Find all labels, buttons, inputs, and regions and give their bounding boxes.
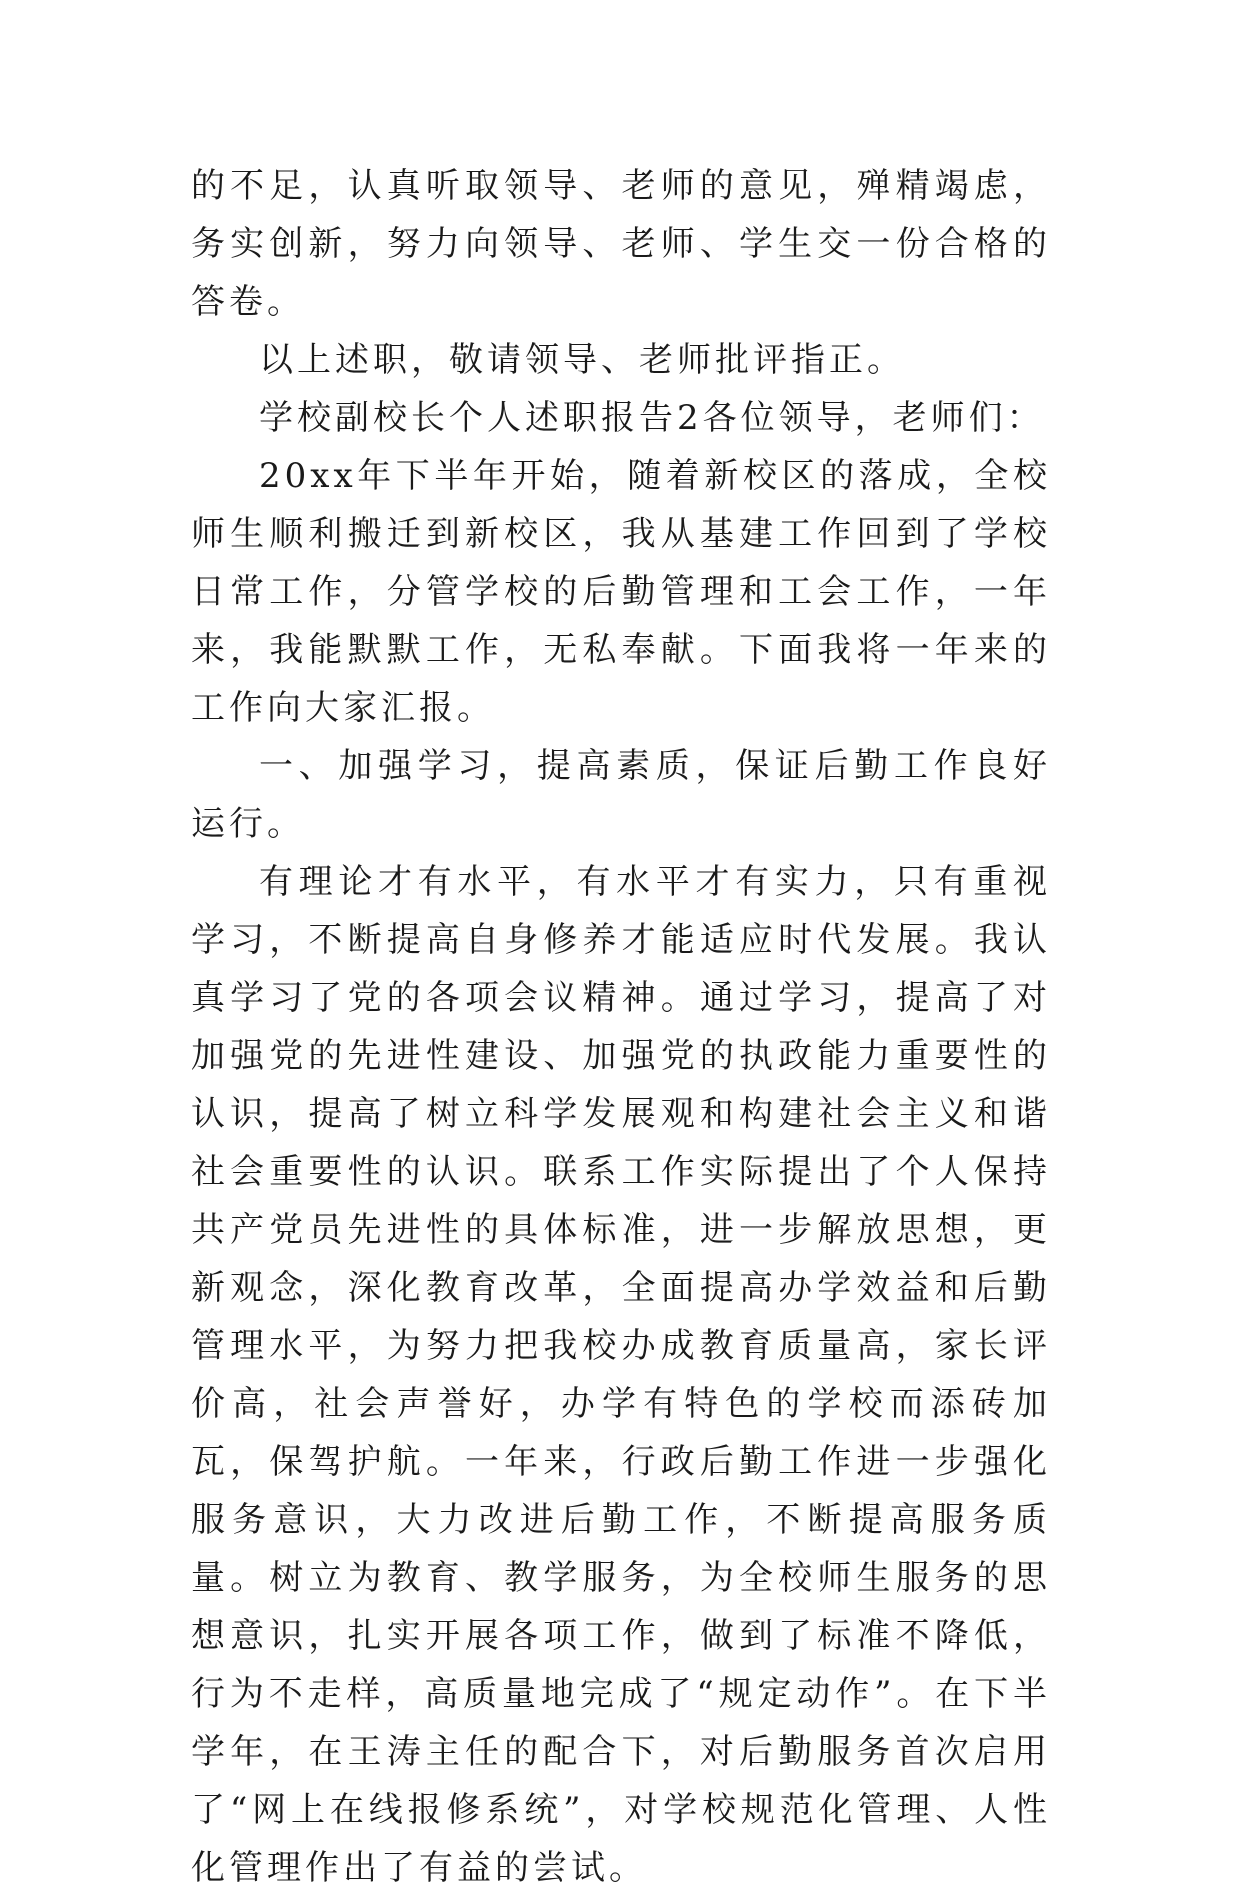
paragraph-continuation: 的不足，认真听取领导、老师的意见，殚精竭虑，务实创新，努力向领导、老师、学生交一份合格的答卷。 — [191, 166, 1051, 322]
paragraph-report-title: 学校副校长个人述职报告2各位领导，老师们： — [259, 398, 1045, 438]
paragraph-section-1-body: 有理论才有水平，有水平才有实力，只有重视学习，不断提高自身修养才能适应时代发展。我认真学习了党的各项会议精神。通过学习，提高了对加强党的先进性建设、加强党的执政能力重要性的认识，提高了树立科学发展观和构建社会主义和谐社会重要性的认识。联系工作实际提出了个人保持共产党员先进性的具体标准，进一步解放思想，更新观念，深化教育改革，全面提高办学效益和后勤管理水平，为努力把我校办成教育质量高，家长评价高，社会声誉好，办学有特色的学校而添砖加瓦，保驾护航。一年来，行政后勤工作进一步强化服务意识，大力改进后勤工作，不断提高服务质量。树立为教育、教学服务，为全校师生服务的思想意识，扎实开展各项工作，做到了标准不降低，行为不走样，高质量地完成了“规定动作”。在下半学年，在王涛主任的配合下，对后勤服务首次启用了“网上在线报修系统”，对学校规范化管理、人性化管理作出了有益的尝试。 — [191, 862, 1051, 1888]
paragraph-closing: 以上述职，敬请领导、老师批评指正。 — [259, 340, 905, 380]
section-heading-1: 一、加强学习，提高素质，保证后勤工作良好运行。 — [191, 746, 1051, 844]
paragraph-intro: 20xx年下半年开始，随着新校区的落成，全校师生顺利搬迁到新校区，我从基建工作回到了学校日常工作，分管学校的后勤管理和工会工作，一年来，我能默默工作，无私奉献。下面我将一年来的工作向大家汇报。 — [191, 456, 1051, 728]
document-body — [191, 157, 1051, 1897]
